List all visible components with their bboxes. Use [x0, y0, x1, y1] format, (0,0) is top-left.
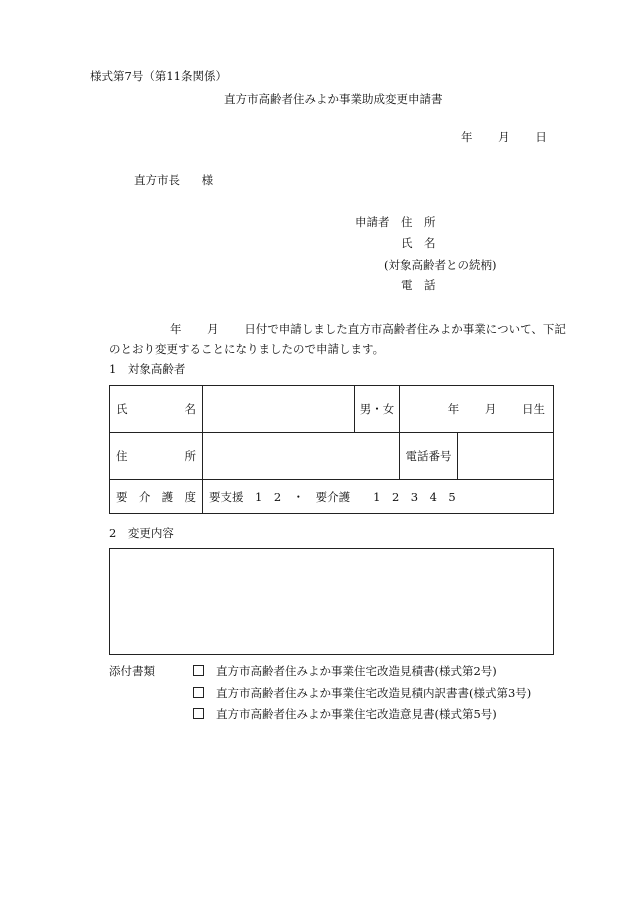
birth-year: 年 [447, 402, 460, 416]
page-title: 直方市高齢者住みよか事業助成変更申請書 [224, 92, 443, 106]
attachment-checkbox[interactable] [193, 687, 204, 698]
attachment-item: 直方市高齢者住みよか事業住宅改造意見書(様式第5号) [193, 707, 497, 721]
addressee-honorific: 様 [201, 173, 214, 187]
attachment-item: 直方市高齢者住みよか事業住宅改造見積内訳書書(様式第3号) [193, 686, 531, 700]
body-line-1 [170, 322, 566, 336]
address-label-cell: 住 所 [110, 433, 203, 480]
form-number: 様式第7号（第11条関係） [90, 69, 227, 83]
date-year: 年 [461, 130, 473, 144]
section2-heading: 2 変更内容 [109, 526, 174, 540]
addressee [134, 173, 213, 187]
date-month: 月 [498, 130, 510, 144]
phone-label-cell: 電話番号 [400, 433, 458, 480]
applicant-label: 申請者 [355, 215, 390, 229]
applicant-relation-label: (対象高齢者との続柄) [384, 258, 497, 272]
change-details-box[interactable] [109, 548, 554, 655]
name-label-cell: 氏 名 [110, 386, 203, 433]
section1-heading: 1 対象高齢者 [109, 362, 186, 376]
body-text-1: 日付で申請しました直方市高齢者住みよか事業について、下記 [244, 322, 566, 336]
birthdate-cell[interactable] [400, 386, 554, 433]
body-month: 月 [207, 322, 219, 336]
attachment-item: 直方市高齢者住みよか事業住宅改造見積書(様式第2号) [193, 664, 497, 678]
name-input-cell[interactable] [203, 386, 355, 433]
applicant-name-label: 氏 名 [401, 236, 436, 250]
care-level-label-cell: 要 介 護 度 [110, 480, 203, 514]
birth-day: 日生 [522, 402, 545, 416]
birth-month: 月 [484, 402, 497, 416]
applicant-address-label: 住 所 [401, 215, 436, 229]
attachments-label: 添付書類 [109, 664, 155, 678]
body-line-2: のとおり変更することになりましたので申請します。 [109, 342, 385, 356]
attachment-checkbox[interactable] [193, 665, 204, 676]
attachment-checkbox[interactable] [193, 708, 204, 719]
applicant-phone-label: 電 話 [401, 278, 436, 292]
care-level-options[interactable]: 要支援 1 2 ・ 要介護 1 2 3 4 5 [203, 480, 554, 514]
addressee-name: 直方市長 [134, 173, 180, 187]
elderly-info-table [109, 385, 554, 514]
phone-input-cell[interactable] [458, 433, 554, 480]
date-day: 日 [535, 130, 547, 144]
body-year: 年 [170, 322, 182, 336]
gender-cell[interactable]: 男・女 [355, 386, 400, 433]
date-line [461, 130, 547, 144]
address-input-cell[interactable] [203, 433, 400, 480]
